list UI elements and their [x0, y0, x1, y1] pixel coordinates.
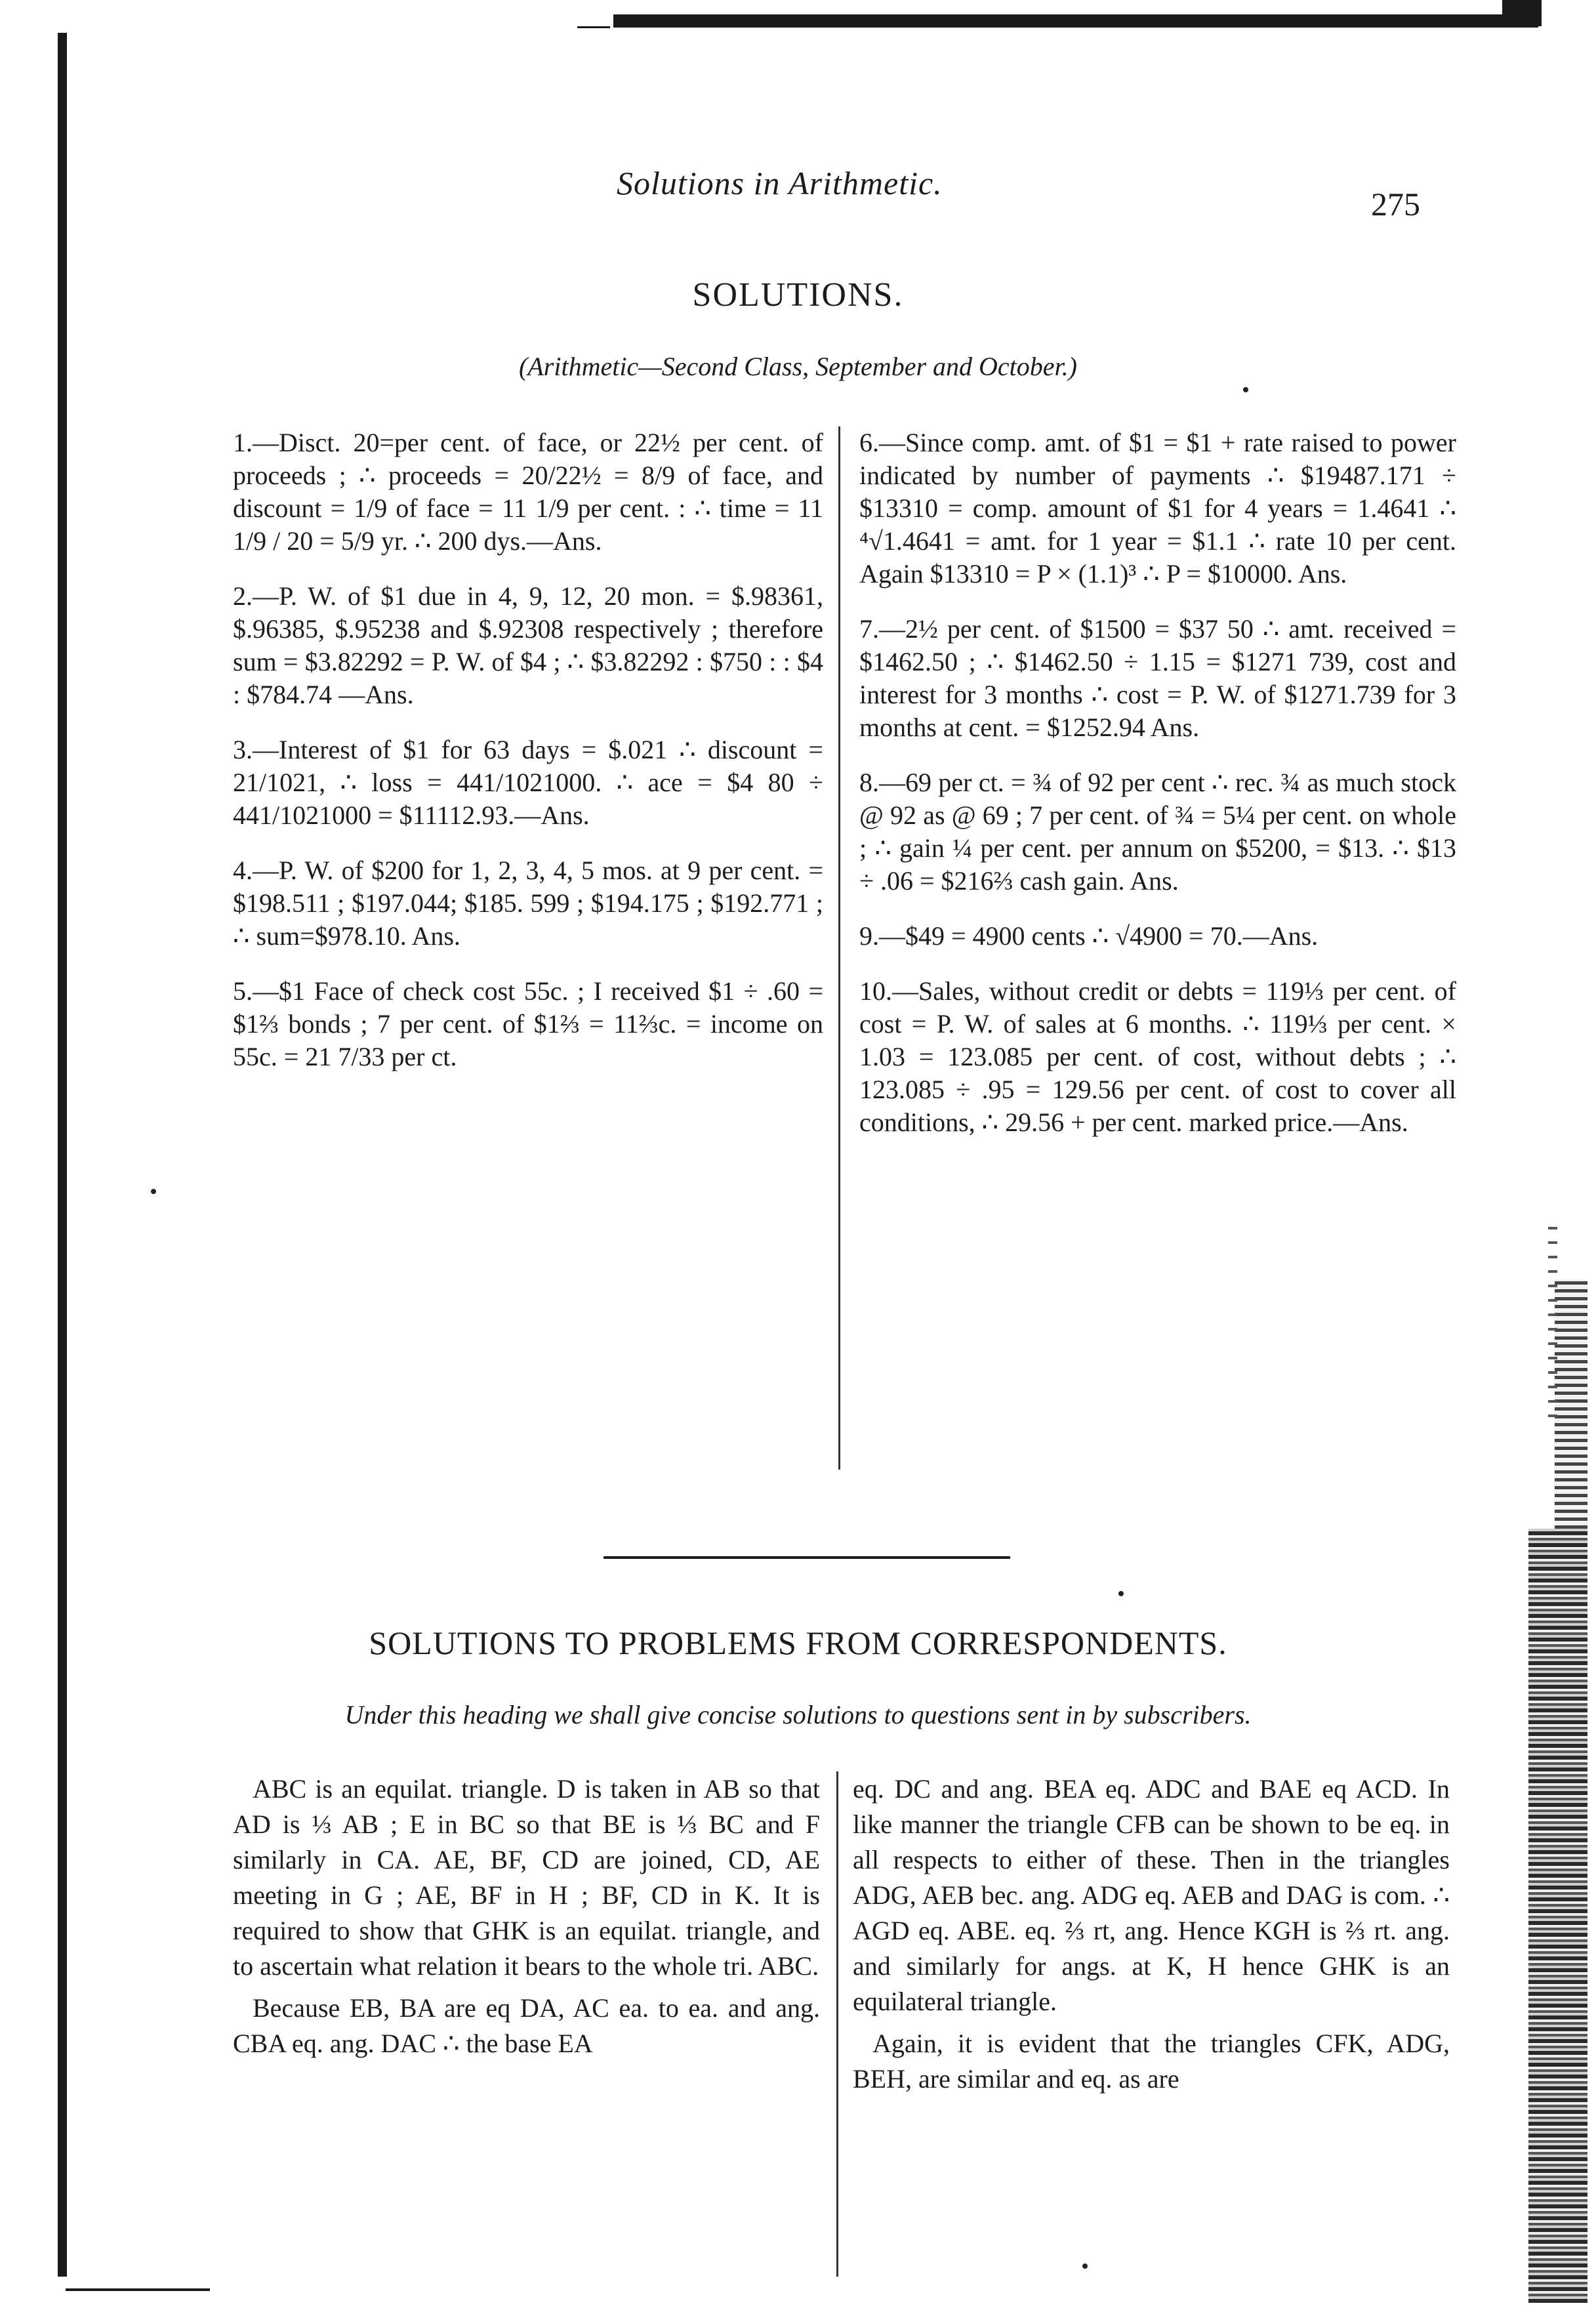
- top-rule-thin: [577, 26, 610, 28]
- solution-10: 10.—Sales, without credit or debts = 119⅓ per cent. of cost = P. W. of sales at 6 months. ∴ 119⅓ per cent. × 1.03 = 123.085 per cent. of cost, without debts ; ∴ 123.085 ÷ .95 = 129.56 per cent. of cost to cover all conditions, ∴ 29.56 + per cent. marked price.—Ans.: [859, 976, 1456, 1137]
- section-subtitle: (Arithmetic—Second Class, September and October.): [519, 352, 1077, 381]
- solution-1: 1.—Disct. 20=per cent. of face, or 22½ per cent. of proceeds ; ∴ proceeds = 20/22½ = 8/9 of face, and discount = 1/9 of face = 11 1/9 per cent. : ∴ time = 11 1/9 / 20 = 5/9 yr. ∴ 200 dys.—Ans.: [233, 428, 823, 556]
- solutions-right-column: [859, 426, 1456, 1139]
- solution-6: 6.—Since comp. amt. of $1 = $1 + rate raised to power indicated by number of payments ∴ $19487.171 ÷ $13310 = comp. amount of $1 for 4 years = 1.4641 ∴ ⁴√1.4641 = amt. for 1 year = $1.1 ∴ rate 10 per cent. Again $13310 = P × (1.1)³ ∴ P = $10000. Ans.: [859, 428, 1456, 589]
- column-divider-lower: [836, 1771, 838, 2277]
- stray-dot: [151, 1189, 156, 1194]
- solution-9: 9.—$49 = 4900 cents ∴ √4900 = 70.—Ans.: [859, 921, 1319, 951]
- section-title: SOLUTIONS.: [692, 276, 904, 314]
- solution-4: 4.—P. W. of $200 for 1, 2, 3, 4, 5 mos. at 9 per cent. = $198.511 ; $197.044; $185. 599 ; $194.175 ; $192.771 ; ∴ sum=$978.10. Ans.: [233, 856, 823, 951]
- page-number: 275: [1371, 186, 1420, 222]
- solution-5: 5.—$1 Face of check cost 55c. ; I received $1 ÷ .60 = $1⅔ bonds ; 7 per cent. of $1⅔ = 11⅔c. = income on 55c. = 21 7/33 per ct.: [233, 976, 823, 1071]
- running-head: Solutions in Arithmetic.: [617, 165, 943, 201]
- correspondents-left-column: [233, 1771, 820, 2061]
- section-separator-rule: [604, 1556, 1010, 1559]
- solutions-left-column: [233, 426, 823, 1073]
- solution-7: 7.—2½ per cent. of $1500 = $37 50 ∴ amt. received = $1462.50 ; ∴ $1462.50 ÷ 1.15 = $1271 739, cost and interest for 3 months ∴ cost = P. W. of $1271.739 for 3 months at cent. = $1252.94 Ans.: [859, 614, 1456, 742]
- solution-8: 8.—69 per ct. = ¾ of 92 per cent ∴ rec. ¾ as much stock @ 92 as @ 69 ; 7 per cent. of ¾ = 5¼ per cent. on whole ; ∴ gain ¼ per cent. per annum on $5200, = $13. ∴ $13 ÷ .06 = $216⅔ cash gain. Ans.: [859, 768, 1456, 896]
- right-page-edge-upper: [1555, 1279, 1587, 1529]
- correspondent-solution-continued: eq. DC and ang. BEA eq. ADC and BAE eq ACD. In like manner the triangle CFB can be shown to be eq. in all respects to either of these. Then in the triangles ADG, AEB bec. ang. ADG eq. AEB and DAG is com. ∴ AGD eq. ABE. eq. ⅔ rt, ang. Hence KGH is ⅔ rt. ang. and similarly for angs. at K, H hence GHK is an equilateral triangle.: [853, 1774, 1450, 2016]
- stray-dot: [1118, 1591, 1124, 1596]
- stray-dot: [1243, 387, 1248, 392]
- bottom-rule: [66, 2288, 210, 2291]
- correspondents-section-title: SOLUTIONS TO PROBLEMS FROM CORRESPONDENTS.: [369, 1624, 1227, 1661]
- solution-3: 3.—Interest of $1 for 63 days = $.021 ∴ discount = 21/1021, ∴ loss = 441/1021000. ∴ ace = $4 80 ÷ 441/1021000 = $11112.93.—Ans.: [233, 735, 823, 830]
- correspondent-problem: ABC is an equilat. triangle. D is taken in AB so that AD is ⅓ AB ; E in BC so that BE is ⅓ BC and F similarly in CA. AE, BF, CD are joined, CD, AE meeting in G ; AE, BF in H ; BF, CD in K. It is required to show that GHK is an equilat. triangle, and to ascertain what relation it bears to the whole tri. ABC.: [233, 1774, 820, 1981]
- column-divider: [838, 426, 840, 1470]
- top-rule: [613, 14, 1538, 28]
- correspondents-right-column: [853, 1771, 1450, 2097]
- top-corner-block: [1502, 0, 1542, 26]
- correspondents-section-subtitle: Under this heading we shall give concise solutions to questions sent in by subscribers.: [344, 1700, 1252, 1729]
- correspondent-solution-again: Again, it is evident that the triangles CFK, ADG, BEH, are similar and eq. as are: [853, 2029, 1450, 2094]
- solution-2: 2.—P. W. of $1 due in 4, 9, 12, 20 mon. = $.98361, $.96385, $.95238 and $.92308 respectively ; therefore sum = $3.82292 = P. W. of $4 ; ∴ $3.82292 : $750 : : $4 : $784.74 —Ans.: [233, 581, 823, 709]
- right-margin-specks: [1548, 1220, 1557, 1417]
- correspondent-solution-start: Because EB, BA are eq DA, AC ea. to ea. and ang. CBA eq. ang. DAC ∴ the base EA: [233, 1993, 820, 2058]
- stray-dot: [1082, 2263, 1088, 2269]
